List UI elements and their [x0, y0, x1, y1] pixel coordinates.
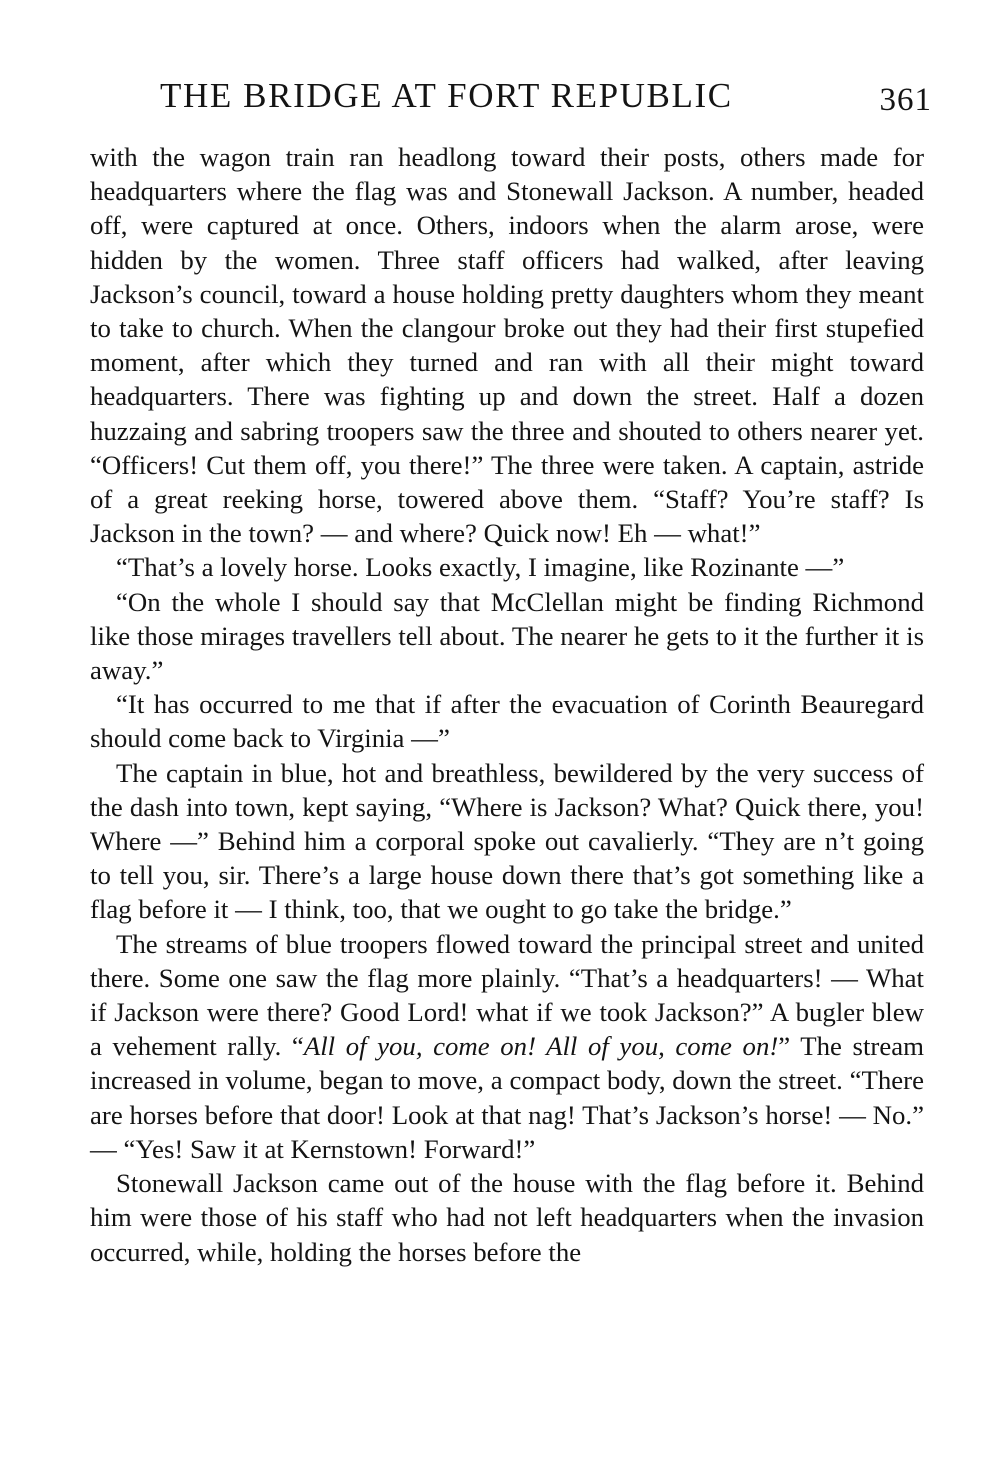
running-title: THE BRIDGE AT FORT REPUBLIC [160, 76, 733, 115]
body-text [90, 140, 924, 1269]
paragraph-6-text-end: ” The stream increased in volume, began to move, a compact body, down the street. “There are horses before that door! Look at that nag! That’s Jackson’s horse! — No.” — “Yes! Saw it at Kernstown! Forward!” [90, 1031, 924, 1164]
paragraph-4: “It has occurred to me that if after the evacuation of Corinth Beauregard should come back to Virginia —” [90, 689, 924, 754]
paragraph-2: “That’s a lovely horse. Looks exactly, I imagine, like Rozinante —” [116, 552, 845, 583]
bugle-call-italic: All of you, come on! All of you, come on! [303, 1031, 779, 1062]
paragraph-1: with the wagon train ran headlong toward their posts, others made for headquarters where the flag was and Stonewall Jackson. A number, headed off, were captured at once. Others, indoors when the alarm arose, were hidden by the women. Three staff officers had walked, after leaving Jackson’s council, toward a house holding pretty daughters whom they meant to take to church. When the clangour broke out they had their first stupefied moment, after which they turned and ran with all their might toward headquarters. There was fighting up and down the street. Half a dozen huzzaing and sabring troopers saw the three and shouted to others nearer yet. “Officers! Cut them off, you there!” The three were taken. A captain, astride of a great reeking horse, towered above them. “Staff? You’re staff? Is Jackson in the town? — and where? Quick now! Eh — what!” [90, 142, 924, 549]
page-number: 361 [879, 82, 932, 118]
paragraph-6-text-start: The streams of blue troopers flowed toward the principal street and united there. Some one saw the flag more plainly. “That’s a headquarters! — What if Jackson were there? Good Lord! what if we took Jackson?” A bugler blew a vehement rally. “ [90, 928, 924, 1062]
paragraph-5: The captain in blue, hot and breathless, bewildered by the very success of the dash into town, kept saying, “Where is Jackson? What? Quick there, you! Where —” Behind him a corporal spoke out cavalierly. “They are n’t going to tell you, sir. There’s a large house down there that’s got something like a flag before it — I think, too, that we ought to go take the bridge.” [90, 757, 924, 925]
paragraph-6 [90, 927, 924, 1166]
page-header [90, 74, 932, 118]
paragraph-7: Stonewall Jackson came out of the house with the flag before it. Behind him were those of his staff who had not left headquarters when the invasion occurred, while, holding the horses before the [90, 1168, 924, 1267]
paragraph-3: “On the whole I should say that McClellan might be finding Richmond like those mirages travellers tell about. The nearer he gets to it the further it is away.” [90, 586, 924, 686]
